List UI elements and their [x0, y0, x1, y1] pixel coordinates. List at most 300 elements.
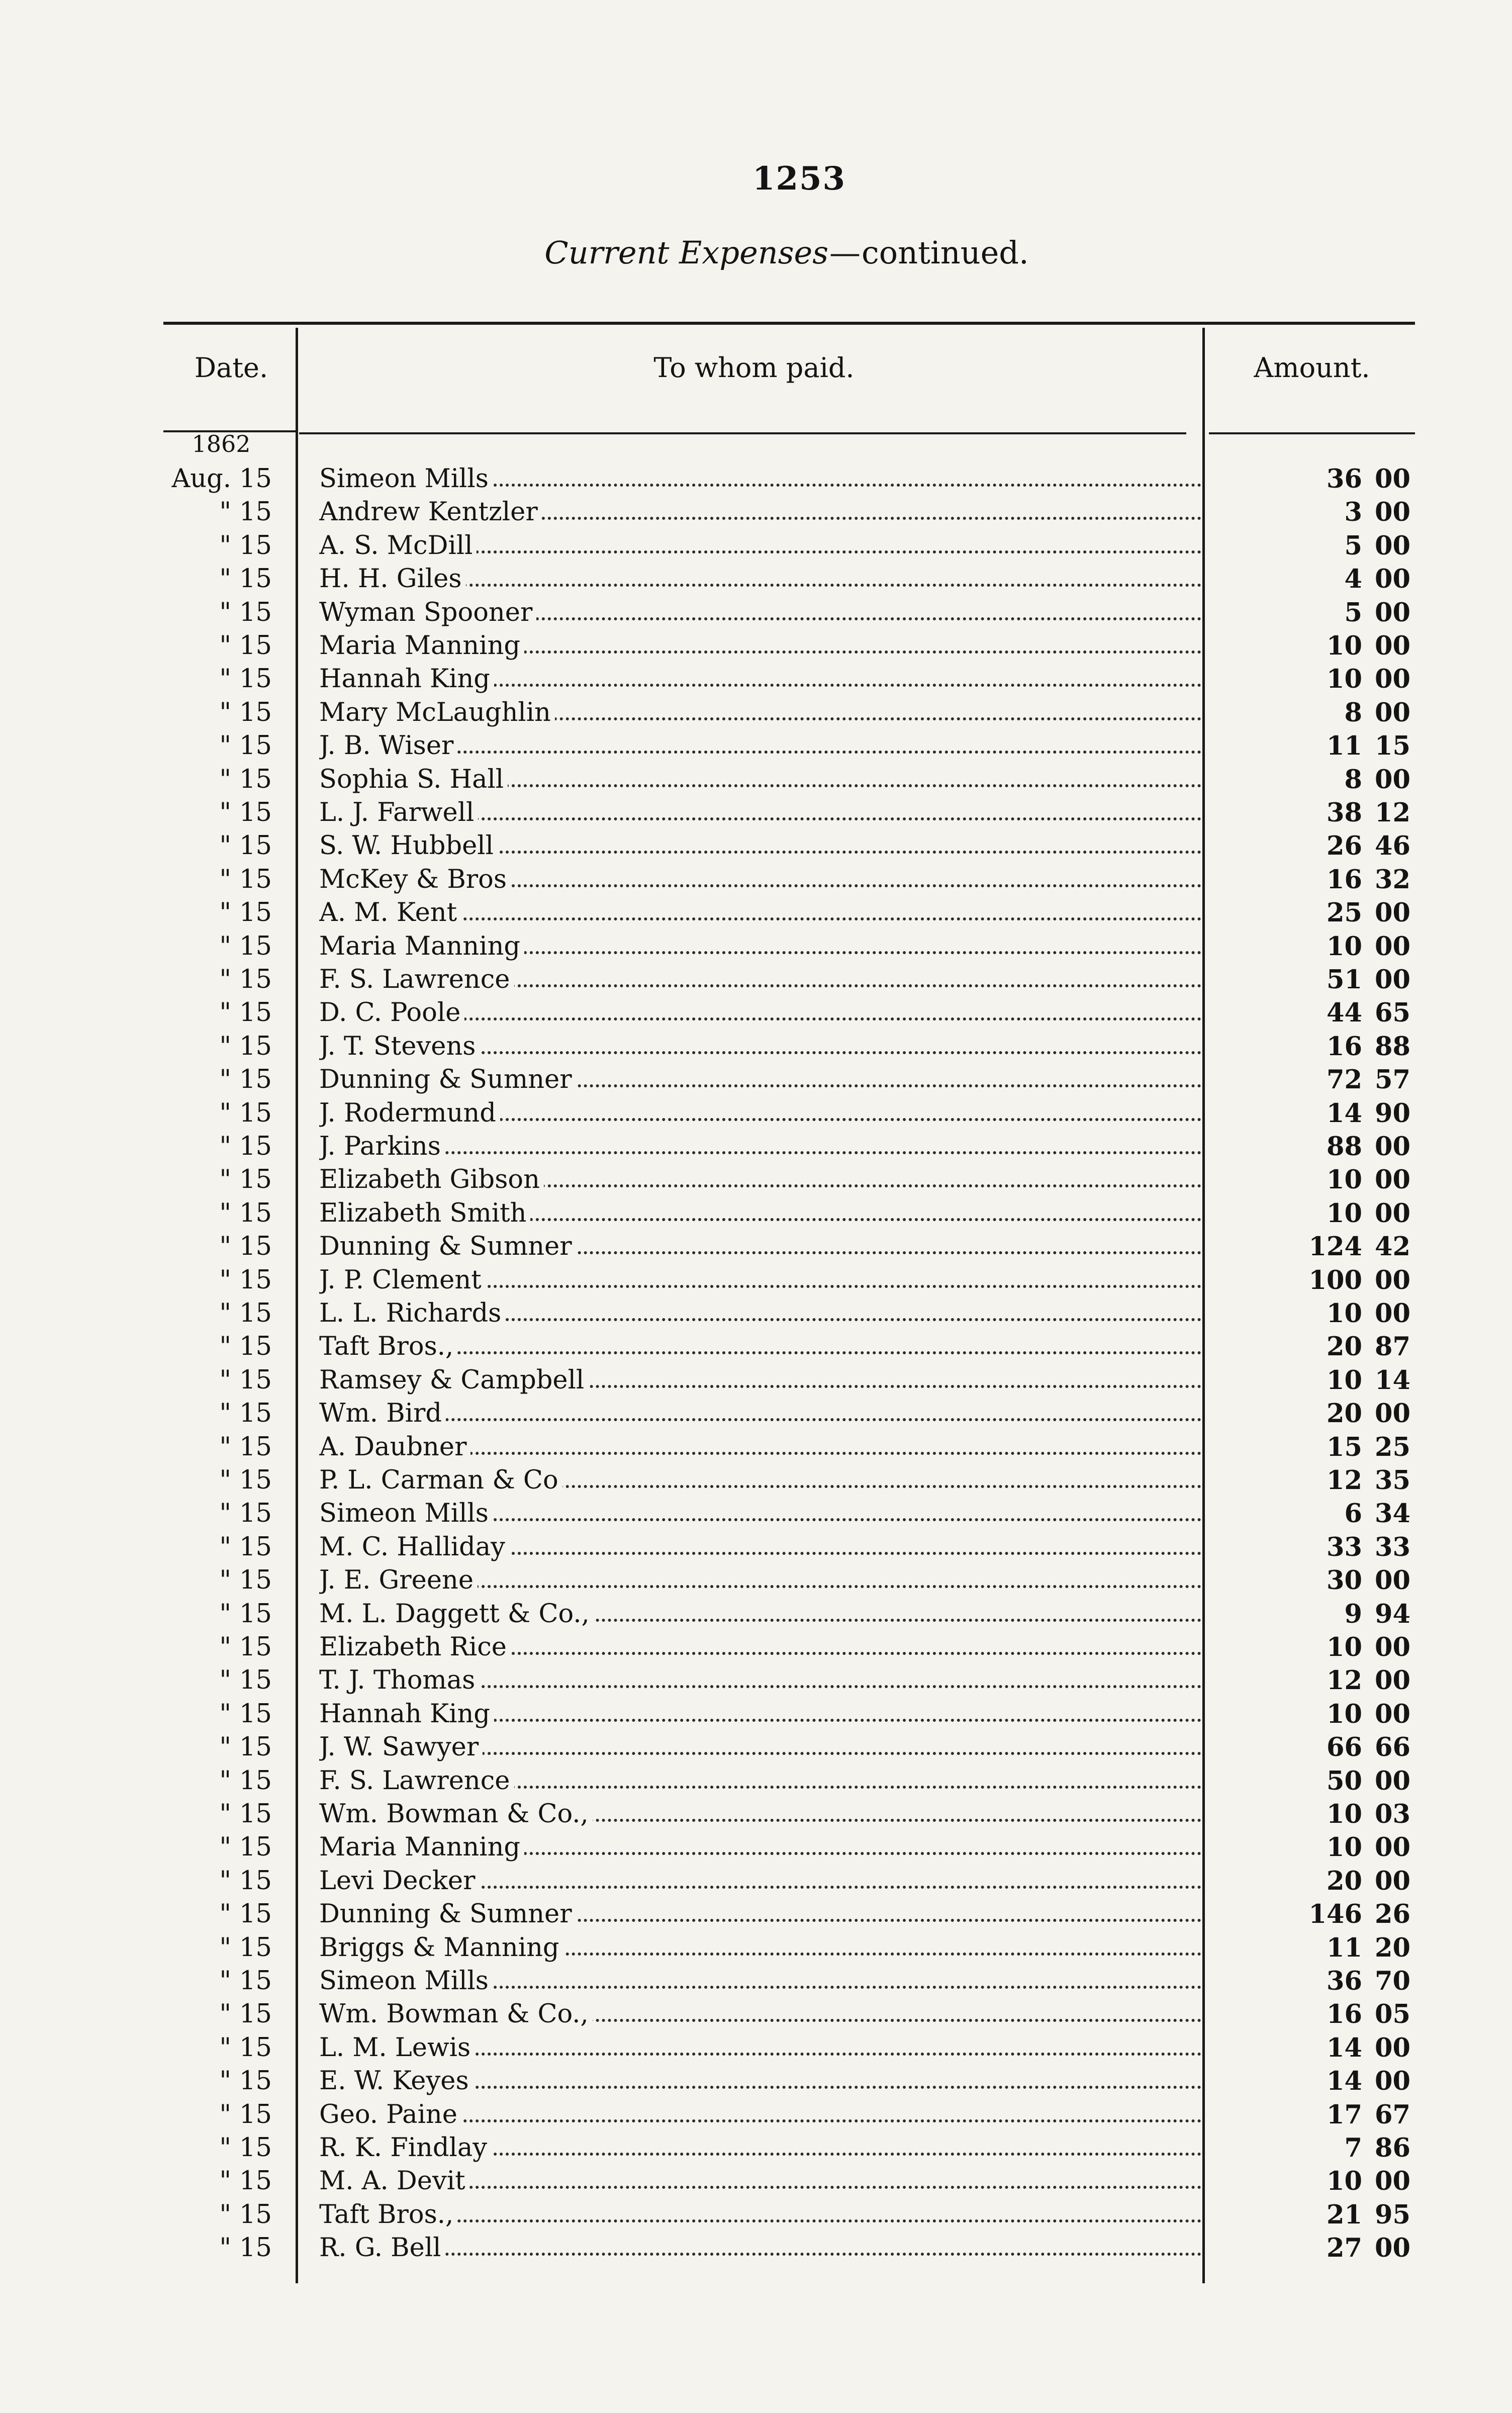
- row-month: ": [219, 1265, 231, 1295]
- table-row: [0, 1731, 1512, 1764]
- row-day: 15: [239, 1832, 272, 1863]
- table-row: [0, 1030, 1512, 1063]
- row-payee: D. C. Poole: [319, 998, 464, 1028]
- table-row: [0, 496, 1512, 529]
- row-payee: M. A. Devit: [319, 2166, 469, 2196]
- table-row: [0, 629, 1512, 663]
- row-amount-dollars: 4: [1344, 564, 1362, 595]
- row-payee: Simeon Mills: [319, 1499, 493, 1528]
- row-amount-dollars: 8: [1344, 764, 1362, 795]
- row-payee-cell: [319, 596, 1201, 629]
- row-payee-cell: [319, 663, 1201, 696]
- row-month: ": [219, 2032, 231, 2063]
- row-month: ": [219, 1298, 231, 1328]
- table-row: [0, 2065, 1512, 2098]
- row-amount-cents: 00: [1375, 2032, 1410, 2063]
- row-month: ": [219, 798, 231, 827]
- table-row: [0, 1230, 1512, 1263]
- row-payee-cell: [319, 496, 1201, 529]
- row-amount-dollars: 124: [1308, 1232, 1362, 1262]
- row-payee-cell: [319, 930, 1201, 963]
- row-payee-cell: [319, 529, 1201, 563]
- row-payee-cell: [319, 1598, 1201, 1631]
- table-row: [0, 1865, 1512, 1898]
- row-day: 15: [239, 631, 272, 661]
- row-month: ": [219, 1999, 231, 2029]
- row-amount-cents: 03: [1375, 1799, 1410, 1829]
- row-amount-dollars: 27: [1327, 2233, 1362, 2264]
- table-row: [0, 1397, 1512, 1430]
- row-payee: Elizabeth Gibson: [319, 1165, 544, 1194]
- row-payee: Ramsey & Campbell: [319, 1365, 588, 1395]
- row-day: 15: [239, 1866, 272, 1896]
- row-month: ": [219, 831, 231, 861]
- row-payee: Wm. Bird: [319, 1399, 446, 1428]
- row-month: ": [219, 2099, 231, 2129]
- row-day: 15: [239, 965, 272, 994]
- row-amount-cents: 00: [1375, 1665, 1410, 1696]
- table-row: [0, 1798, 1512, 1831]
- row-day: 15: [239, 1966, 272, 1996]
- row-payee: Taft Bros.,: [319, 2200, 457, 2230]
- row-month: ": [219, 2133, 231, 2163]
- row-amount-cents: 57: [1375, 1065, 1410, 1095]
- row-amount-dollars: 20: [1327, 1332, 1362, 1362]
- row-payee-cell: [319, 1731, 1201, 1764]
- row-amount-cents: 00: [1375, 697, 1410, 728]
- row-month: ": [219, 1832, 231, 1863]
- row-payee-cell: [319, 1431, 1201, 1464]
- row-payee: J. Parkins: [319, 1132, 445, 1161]
- row-payee-cell: [319, 2065, 1201, 2098]
- row-day: 15: [239, 1432, 272, 1462]
- row-month: ": [219, 965, 231, 994]
- row-day: 15: [239, 1465, 272, 1495]
- row-payee: T. J. Thomas: [319, 1665, 479, 1695]
- row-amount-dollars: 33: [1327, 1532, 1362, 1562]
- row-amount-dollars: 8: [1344, 697, 1362, 728]
- row-payee-cell: [319, 2131, 1201, 2165]
- row-payee-cell: [319, 1564, 1201, 1597]
- row-payee-cell: [319, 763, 1201, 796]
- table-row: [0, 796, 1512, 829]
- row-payee: H. H. Giles: [319, 564, 466, 594]
- row-month: ": [219, 1499, 231, 1529]
- row-month: ": [219, 2233, 231, 2263]
- row-month: ": [219, 731, 231, 761]
- row-payee: Sophia S. Hall: [319, 765, 508, 794]
- table-row: [0, 729, 1512, 763]
- table-row: [0, 863, 1512, 896]
- row-day: 15: [239, 697, 272, 727]
- row-payee-cell: [319, 1297, 1201, 1330]
- row-payee-cell: [319, 1798, 1201, 1831]
- table-row: [0, 2198, 1512, 2232]
- row-payee: Maria Manning: [319, 631, 524, 661]
- row-payee: F. S. Lawrence: [319, 965, 514, 994]
- row-day: 15: [239, 1999, 272, 2029]
- row-amount-cents: 12: [1375, 798, 1410, 828]
- table-row: [0, 1831, 1512, 1864]
- row-amount-cents: 00: [1375, 1198, 1410, 1229]
- row-amount-dollars: 14: [1327, 2066, 1362, 2097]
- row-payee: Elizabeth Smith: [319, 1198, 530, 1228]
- row-amount-dollars: 11: [1327, 731, 1362, 762]
- row-amount-dollars: 7: [1344, 2133, 1362, 2163]
- row-amount-cents: 46: [1375, 831, 1410, 862]
- row-month: ": [219, 1332, 231, 1362]
- row-amount-dollars: 10: [1327, 664, 1362, 695]
- row-month: ": [219, 2066, 231, 2096]
- row-month: ": [219, 1031, 231, 1061]
- column-header-payee: To whom paid.: [653, 352, 855, 384]
- row-day: 15: [239, 2099, 272, 2129]
- row-month: ": [219, 1465, 231, 1495]
- row-day: 15: [239, 2199, 272, 2230]
- row-amount-dollars: 17: [1327, 2099, 1362, 2130]
- table-row: [0, 930, 1512, 963]
- row-month: ": [219, 697, 231, 727]
- row-payee: Dunning & Sumner: [319, 1232, 576, 1261]
- row-day: 15: [239, 1031, 272, 1061]
- row-day: 15: [239, 898, 272, 928]
- row-day: 15: [239, 1565, 272, 1596]
- row-amount-cents: 32: [1375, 864, 1410, 895]
- header-rule-payee: [299, 432, 1186, 434]
- row-amount-cents: 26: [1375, 1899, 1410, 1930]
- row-amount-cents: 00: [1375, 931, 1410, 962]
- table-row: [0, 1631, 1512, 1664]
- row-payee: L. M. Lewis: [319, 2033, 475, 2063]
- row-payee-cell: [319, 1030, 1201, 1063]
- row-payee: Wyman Spooner: [319, 598, 536, 627]
- row-day: 15: [239, 564, 272, 594]
- row-amount-cents: 25: [1375, 1432, 1410, 1462]
- row-amount-cents: 94: [1375, 1599, 1410, 1629]
- row-payee-cell: [319, 1531, 1201, 1564]
- row-day: 15: [239, 1332, 272, 1362]
- row-amount-dollars: 36: [1327, 464, 1362, 494]
- row-day: 15: [239, 1298, 272, 1328]
- row-month: ": [219, 931, 231, 961]
- row-amount-dollars: 146: [1308, 1899, 1362, 1930]
- row-amount-dollars: 10: [1327, 931, 1362, 962]
- row-payee-cell: [319, 896, 1201, 930]
- row-amount-cents: 00: [1375, 1399, 1410, 1429]
- row-amount-cents: 00: [1375, 2233, 1410, 2264]
- row-month: ": [219, 1399, 231, 1429]
- row-day: 15: [239, 597, 272, 627]
- row-amount-cents: 33: [1375, 1532, 1410, 1562]
- row-month: ": [219, 597, 231, 627]
- row-day: 15: [239, 1632, 272, 1662]
- row-amount-cents: 87: [1375, 1332, 1410, 1362]
- row-day: 15: [239, 1799, 272, 1829]
- row-month: ": [219, 1732, 231, 1762]
- table-row: [0, 1598, 1512, 1631]
- row-payee: J. Rodermund: [319, 1098, 500, 1128]
- row-day: 15: [239, 931, 272, 961]
- row-payee-cell: [319, 863, 1201, 896]
- table-row: [0, 1163, 1512, 1196]
- row-payee-cell: [319, 1831, 1201, 1864]
- row-payee-cell: [319, 1097, 1201, 1130]
- row-day: 15: [239, 2233, 272, 2263]
- row-payee: J. W. Sawyer: [319, 1732, 483, 1762]
- row-amount-dollars: 44: [1327, 998, 1362, 1029]
- row-month: ": [219, 664, 231, 694]
- row-month: ": [219, 1899, 231, 1929]
- row-day: 15: [239, 1732, 272, 1762]
- row-payee-cell: [319, 1330, 1201, 1363]
- row-payee: M. L. Daggett & Co.,: [319, 1599, 594, 1629]
- table-row: [0, 596, 1512, 629]
- row-amount-dollars: 26: [1327, 831, 1362, 862]
- column-header-amount: Amount.: [1254, 352, 1370, 384]
- row-amount-dollars: 66: [1327, 1732, 1362, 1763]
- row-day: 15: [239, 1165, 272, 1195]
- table-row: [0, 663, 1512, 696]
- table-row: [0, 1998, 1512, 2031]
- table-row: [0, 1698, 1512, 1731]
- table-row: [0, 1931, 1512, 1965]
- row-month: ": [219, 497, 231, 527]
- row-amount-cents: 00: [1375, 1866, 1410, 1896]
- row-amount-dollars: 10: [1327, 631, 1362, 661]
- row-amount-dollars: 100: [1308, 1265, 1362, 1295]
- row-amount-cents: 00: [1375, 1565, 1410, 1596]
- row-amount-cents: 65: [1375, 998, 1410, 1029]
- table-row: [0, 1097, 1512, 1130]
- row-amount-dollars: 25: [1327, 898, 1362, 929]
- row-payee-cell: [319, 1397, 1201, 1430]
- row-payee-cell: [319, 1230, 1201, 1263]
- row-payee-cell: [319, 2165, 1201, 2198]
- column-header-date: Date.: [194, 352, 268, 384]
- row-amount-dollars: 15: [1327, 1432, 1362, 1462]
- row-month: ": [219, 1165, 231, 1195]
- row-month: ": [219, 1132, 231, 1161]
- row-day: 15: [239, 1232, 272, 1262]
- row-amount-dollars: 21: [1327, 2199, 1362, 2230]
- row-payee: A. S. McDill: [319, 531, 477, 561]
- row-amount-dollars: 10: [1327, 2166, 1362, 2197]
- row-day: 15: [239, 464, 272, 494]
- row-payee-cell: [319, 2232, 1201, 2265]
- row-amount-cents: 00: [1375, 1766, 1410, 1796]
- row-month: ": [219, 2166, 231, 2196]
- row-payee: J. T. Stevens: [319, 1032, 480, 1061]
- row-amount-dollars: 10: [1327, 1632, 1362, 1662]
- row-amount-dollars: 51: [1327, 965, 1362, 995]
- row-amount-cents: 00: [1375, 898, 1410, 929]
- row-payee: R. K. Findlay: [319, 2133, 491, 2163]
- row-day: 15: [239, 2032, 272, 2063]
- row-amount-cents: 90: [1375, 1098, 1410, 1129]
- row-day: 15: [239, 1098, 272, 1128]
- row-amount-dollars: 5: [1344, 597, 1362, 628]
- row-month: ": [219, 764, 231, 794]
- table-row: [0, 1197, 1512, 1230]
- row-month: ": [219, 864, 231, 894]
- table-row: [0, 896, 1512, 930]
- row-amount-dollars: 10: [1327, 1198, 1362, 1229]
- row-payee-cell: [319, 729, 1201, 763]
- row-payee: Levi Decker: [319, 1866, 479, 1896]
- row-payee-cell: [319, 1865, 1201, 1898]
- table-row: [0, 1330, 1512, 1363]
- row-payee: Wm. Bowman & Co.,: [319, 1999, 593, 2029]
- row-payee: Andrew Kentzler: [319, 497, 542, 527]
- row-month: Aug.: [171, 464, 231, 494]
- row-amount-cents: 70: [1375, 1966, 1410, 1996]
- row-amount-cents: 00: [1375, 464, 1410, 494]
- table-row: [0, 1464, 1512, 1497]
- row-day: 15: [239, 764, 272, 794]
- table-row: [0, 1564, 1512, 1597]
- row-day: 15: [239, 1065, 272, 1095]
- table-row: [0, 2131, 1512, 2165]
- table-row: [0, 1898, 1512, 1931]
- row-day: 15: [239, 1699, 272, 1729]
- row-amount-dollars: 20: [1327, 1866, 1362, 1896]
- row-day: 15: [239, 1399, 272, 1429]
- row-amount-dollars: 5: [1344, 530, 1362, 561]
- row-day: 15: [239, 798, 272, 827]
- row-payee: J. B. Wiser: [319, 731, 457, 761]
- row-amount-cents: 00: [1375, 1832, 1410, 1863]
- title-dash: —: [829, 234, 861, 271]
- row-month: ": [219, 1532, 231, 1562]
- row-amount-cents: 15: [1375, 731, 1410, 762]
- row-month: ": [219, 530, 231, 561]
- row-day: 15: [239, 831, 272, 861]
- page-number: 1253: [752, 160, 846, 198]
- row-amount-cents: 67: [1375, 2099, 1410, 2130]
- row-amount-cents: 42: [1375, 1232, 1410, 1262]
- row-payee: Hannah King: [319, 1699, 494, 1729]
- row-amount-dollars: 16: [1327, 864, 1362, 895]
- row-day: 15: [239, 1265, 272, 1295]
- row-payee-cell: [319, 796, 1201, 829]
- row-amount-dollars: 10: [1327, 1165, 1362, 1195]
- row-month: ": [219, 1565, 231, 1596]
- row-payee: F. S. Lawrence: [319, 1766, 514, 1796]
- row-month: ": [219, 1632, 231, 1662]
- row-day: 15: [239, 664, 272, 694]
- row-day: 15: [239, 497, 272, 527]
- row-day: 15: [239, 1665, 272, 1696]
- row-amount-cents: 00: [1375, 664, 1410, 695]
- table-row: [0, 2232, 1512, 2265]
- row-day: 15: [239, 1499, 272, 1529]
- row-payee-cell: [319, 1197, 1201, 1230]
- row-amount-dollars: 11: [1327, 1932, 1362, 1963]
- table-row: [0, 2098, 1512, 2131]
- row-month: ": [219, 1699, 231, 1729]
- row-amount-cents: 00: [1375, 2066, 1410, 2097]
- row-month: ": [219, 1432, 231, 1462]
- table-row: [0, 1497, 1512, 1530]
- page-title: [503, 234, 1071, 271]
- row-day: 15: [239, 1365, 272, 1395]
- table-row: [0, 462, 1512, 496]
- row-payee: Mary McLaughlin: [319, 698, 555, 727]
- row-payee-cell: [319, 829, 1201, 863]
- header-rule-amount: [1209, 432, 1415, 434]
- row-payee: Geo. Paine: [319, 2100, 461, 2129]
- row-amount-dollars: 9: [1344, 1599, 1362, 1629]
- row-payee-cell: [319, 563, 1201, 596]
- table-row: [0, 1531, 1512, 1564]
- table-row: [0, 996, 1512, 1030]
- row-amount-cents: 86: [1375, 2133, 1410, 2163]
- title-italic: Current Expenses: [544, 234, 829, 271]
- leader-dots: [319, 1418, 1201, 1421]
- row-payee-cell: [319, 996, 1201, 1030]
- row-amount-cents: 00: [1375, 1265, 1410, 1295]
- row-amount-cents: 34: [1375, 1499, 1410, 1529]
- row-month: ": [219, 2199, 231, 2230]
- row-payee-cell: [319, 1631, 1201, 1664]
- table-row: [0, 963, 1512, 996]
- row-month: ": [219, 1065, 231, 1095]
- row-day: 15: [239, 1198, 272, 1228]
- table-row: [0, 1965, 1512, 1998]
- row-payee: J. P. Clement: [319, 1265, 486, 1295]
- row-day: 15: [239, 1532, 272, 1562]
- row-amount-dollars: 38: [1327, 798, 1362, 828]
- row-month: ": [219, 1365, 231, 1395]
- row-month: ": [219, 1799, 231, 1829]
- row-payee-cell: [319, 1998, 1201, 2031]
- row-payee: R. G. Bell: [319, 2233, 445, 2263]
- row-payee-cell: [319, 1163, 1201, 1196]
- row-day: 15: [239, 1932, 272, 1963]
- row-payee-cell: [319, 1931, 1201, 1965]
- row-payee: McKey & Bros: [319, 865, 511, 894]
- table-row: [0, 1297, 1512, 1330]
- row-payee: Maria Manning: [319, 1832, 524, 1862]
- row-day: 15: [239, 864, 272, 894]
- row-amount-cents: 88: [1375, 1031, 1410, 1062]
- row-month: ": [219, 998, 231, 1028]
- row-amount-dollars: 10: [1327, 1365, 1362, 1396]
- row-day: 15: [239, 1899, 272, 1929]
- row-amount-dollars: 36: [1327, 1966, 1362, 1996]
- row-payee: A. M. Kent: [319, 898, 461, 927]
- row-payee: L. L. Richards: [319, 1298, 505, 1328]
- row-payee: Hannah King: [319, 664, 494, 694]
- row-day: 15: [239, 2133, 272, 2163]
- row-payee-cell: [319, 1698, 1201, 1731]
- row-payee: J. E. Greene: [319, 1565, 478, 1595]
- row-payee: Dunning & Sumner: [319, 1899, 576, 1929]
- row-payee: Maria Manning: [319, 932, 524, 961]
- row-month: ": [219, 1232, 231, 1262]
- row-amount-dollars: 6: [1344, 1499, 1362, 1529]
- row-day: 15: [239, 2166, 272, 2196]
- row-amount-cents: 00: [1375, 564, 1410, 595]
- leader-dots: [319, 2253, 1201, 2256]
- row-month: ": [219, 631, 231, 661]
- row-payee: S. W. Hubbell: [319, 831, 498, 861]
- row-amount-cents: 35: [1375, 1465, 1410, 1496]
- row-amount-dollars: 3: [1344, 497, 1362, 528]
- table-row: [0, 563, 1512, 596]
- table-row: [0, 696, 1512, 729]
- row-day: 15: [239, 530, 272, 561]
